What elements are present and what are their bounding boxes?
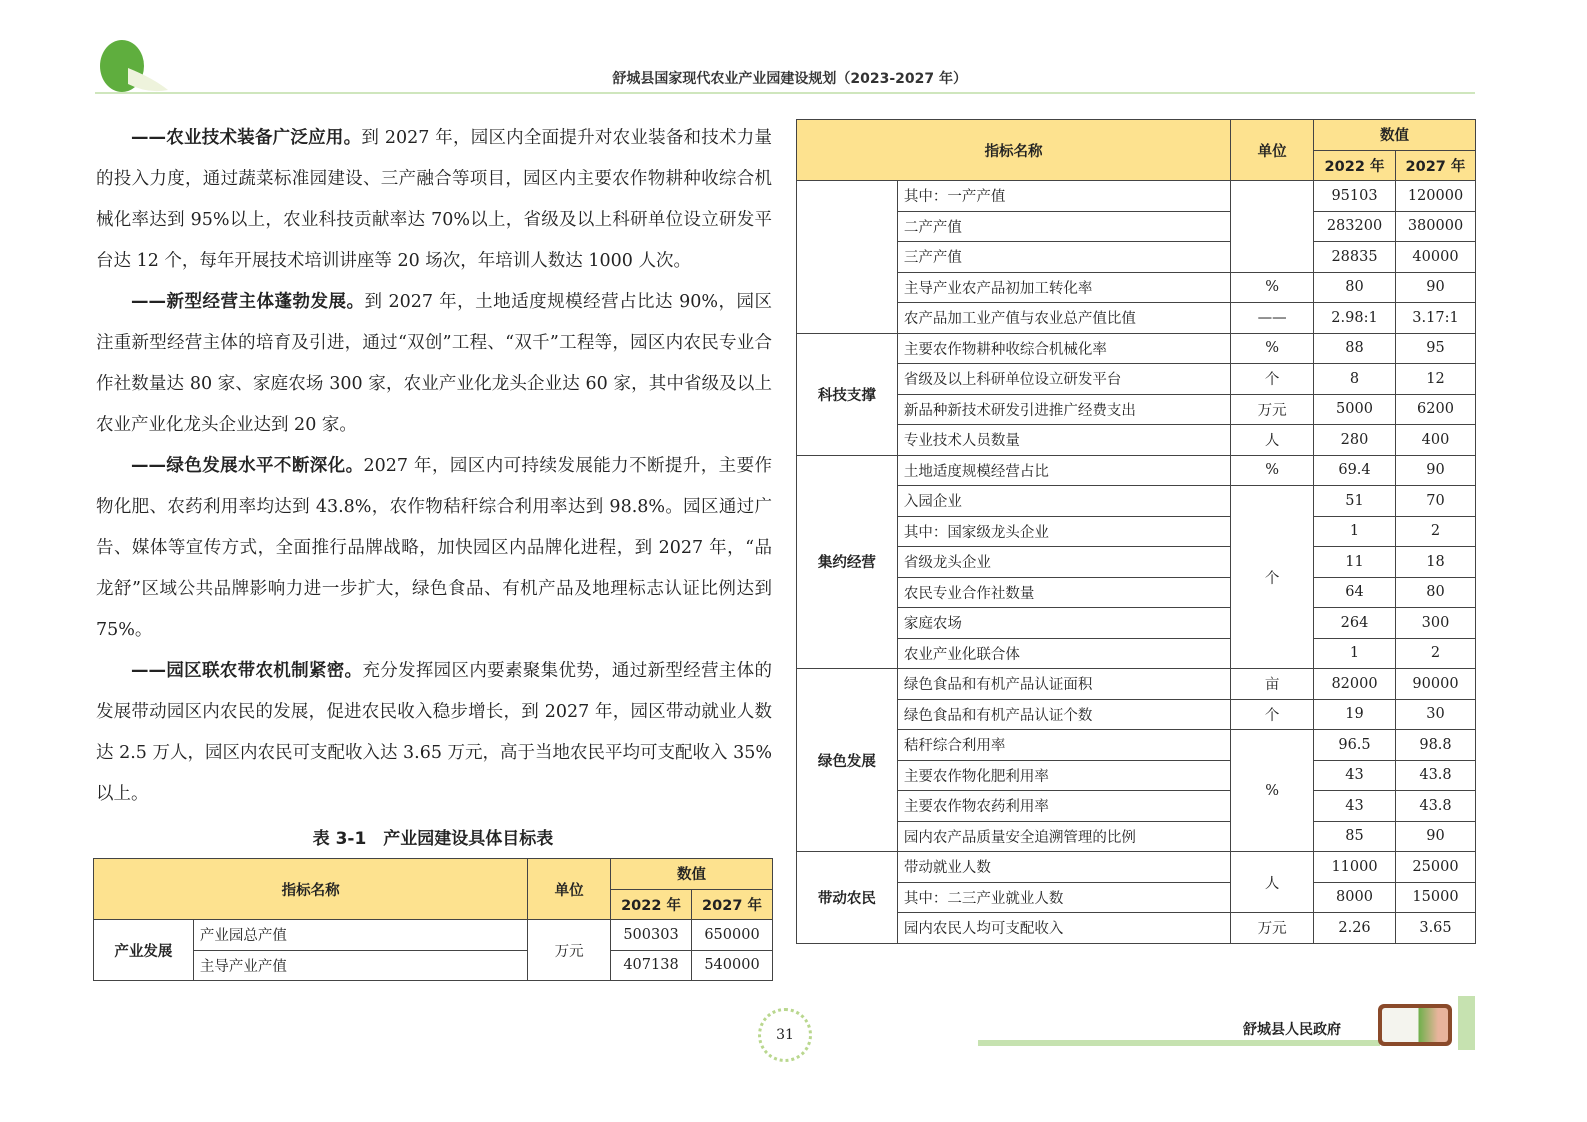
table-row: [94, 920, 773, 951]
indicator-name: 园内农产品质量安全追溯管理的比例: [897, 821, 1230, 852]
indicator-name: 主导产业农产品初加工转化率: [897, 272, 1230, 303]
table-row: [797, 364, 1476, 395]
row-group: 科技支撑: [797, 333, 898, 455]
value-2022: 80: [1314, 272, 1396, 303]
cabbage-logo-icon: [98, 38, 170, 94]
value-2022: 96.5: [1314, 730, 1396, 761]
table-row: [797, 577, 1476, 608]
value-2027: 18: [1395, 547, 1475, 578]
table-row: [797, 455, 1476, 486]
value-2027: 2: [1395, 516, 1475, 547]
table-row: [797, 669, 1476, 700]
table-row: [797, 608, 1476, 639]
row-group: 带动农民: [797, 852, 898, 944]
unit: %: [1231, 455, 1314, 486]
indicator-name: 省级龙头企业: [897, 547, 1230, 578]
header-value: 数值: [611, 859, 773, 890]
value-2027: 90: [1395, 455, 1475, 486]
value-2022: 64: [1314, 577, 1396, 608]
indicator-name: 二产产值: [897, 211, 1230, 242]
unit: 人: [1231, 852, 1314, 913]
unit: %: [1231, 272, 1314, 303]
unit: 万元: [528, 920, 611, 981]
table-row: [797, 730, 1476, 761]
table-row: [797, 882, 1476, 913]
footer-divider: [978, 1040, 1380, 1046]
unit: %: [1231, 730, 1314, 852]
value-2027: 30: [1395, 699, 1475, 730]
footer-bar: [1458, 996, 1475, 1050]
footer-org: 舒城县人民政府: [1243, 1022, 1341, 1038]
target-table-part2: [796, 119, 1476, 944]
paragraph-text: 到 2027 年，园区内全面提升对农业装备和技术力量的投入力度，通过蔬菜标准园建设、三产融合等项目，园区内主要农作物耕种收综合机械化率达到 95%以上，农业科技贡献率达 70%以上，省级及以上科研单位设立研发平台达 12 个，每年开展技术培训讲座等 20 场次，年培训人数达 1000 人次。: [96, 128, 773, 271]
paragraph-text: 到 2027 年，土地适度规模经营占比达 90%，园区注重新型经营主体的培育及引进，通过“双创”工程、“双千”工程等，园区内农民专业合作社数量达 80 家、家庭农场 300 家，农业产业化龙头企业达 60 家，其中省级及以上农业产业化龙头企业达到 20 家。: [96, 292, 772, 435]
table-row: [797, 272, 1476, 303]
value-2022: 19: [1314, 699, 1396, 730]
table-row: [797, 760, 1476, 791]
table-row: [797, 913, 1476, 944]
value-2022: 2.98:1: [1314, 303, 1396, 334]
table-row: [797, 791, 1476, 822]
value-2027: 120000: [1395, 181, 1475, 212]
paragraph-text: 充分发挥园区内要素聚集优势，通过新型经营主体的发展带动园区内农民的发展，促进农民收入稳步增长，到 2027 年，园区带动就业人数达 2.5 万人，园区内农民可支配收入达 3.65 万元，高于当地农民平均可支配收入 35%以上。: [96, 661, 773, 804]
unit: 亩: [1231, 669, 1314, 700]
paragraph-lead: ——农业技术装备广泛应用。: [131, 128, 362, 148]
indicator-name: 主要农作物化肥利用率: [897, 760, 1230, 791]
table-row: [797, 242, 1476, 273]
paragraph-lead: ——绿色发展水平不断深化。: [131, 456, 364, 476]
header-divider: [95, 92, 1475, 94]
paragraph-lead: ——园区联农带农机制紧密。: [131, 661, 363, 681]
value-2027: 80: [1395, 577, 1475, 608]
paragraph-lead: ——新型经营主体蓬勃发展。: [131, 292, 365, 312]
value-2027: 6200: [1395, 394, 1475, 425]
table-row: [797, 638, 1476, 669]
value-2022: 5000: [1314, 394, 1396, 425]
unit: %: [1231, 333, 1314, 364]
indicator-name: 新品种新技术研发引进推广经费支出: [897, 394, 1230, 425]
value-2022: 28835: [1314, 242, 1396, 273]
target-table-part1: [93, 858, 773, 981]
value-2022: 95103: [1314, 181, 1396, 212]
value-2027: 90000: [1395, 669, 1475, 700]
table-row: [797, 852, 1476, 883]
value-2022: 1: [1314, 516, 1396, 547]
indicator-name: 产业园总产值: [193, 920, 527, 951]
table-row: [94, 950, 773, 981]
indicator-name: 省级及以上科研单位设立研发平台: [897, 364, 1230, 395]
paragraph: [96, 651, 772, 815]
value-2027: 90: [1395, 821, 1475, 852]
value-2027: 43.8: [1395, 760, 1475, 791]
indicator-name: 主要农作物耕种收综合机械化率: [897, 333, 1230, 364]
table-row: [797, 211, 1476, 242]
value-2022: 82000: [1314, 669, 1396, 700]
value-2022: 69.4: [1314, 455, 1396, 486]
paragraph: [96, 118, 772, 282]
table-caption: 表 3-1 产业园建设具体目标表: [312, 829, 554, 849]
value-2022: 264: [1314, 608, 1396, 639]
unit: 个: [1231, 699, 1314, 730]
value-2027: 40000: [1395, 242, 1475, 273]
value-2027: 3.65: [1395, 913, 1475, 944]
value-2022: 280: [1314, 425, 1396, 456]
food-tray-icon: [1378, 1004, 1452, 1046]
header-2027: 2027 年: [1395, 150, 1475, 181]
unit: 个: [1231, 486, 1314, 669]
indicator-name: 园内农民人均可支配收入: [897, 913, 1230, 944]
value-2022: 283200: [1314, 211, 1396, 242]
indicator-name: 绿色食品和有机产品认证面积: [897, 669, 1230, 700]
table-row: [797, 425, 1476, 456]
value-2027: 95: [1395, 333, 1475, 364]
indicator-name: 其中：国家级龙头企业: [897, 516, 1230, 547]
indicator-name: 入园企业: [897, 486, 1230, 517]
header-2027: 2027 年: [692, 889, 773, 920]
value-2027: 15000: [1395, 882, 1475, 913]
row-group: 绿色发展: [797, 669, 898, 852]
header-2022: 2022 年: [611, 889, 692, 920]
value-2022: 8: [1314, 364, 1396, 395]
value-2027: 43.8: [1395, 791, 1475, 822]
table-row: [797, 181, 1476, 212]
unit: 万元: [1231, 913, 1314, 944]
value-2022: 88: [1314, 333, 1396, 364]
table-row: [797, 394, 1476, 425]
value-2027: 70: [1395, 486, 1475, 517]
indicator-name: 主导产业产值: [193, 950, 527, 981]
table-row: [797, 821, 1476, 852]
value-2027: 25000: [1395, 852, 1475, 883]
indicator-name: 带动就业人数: [897, 852, 1230, 883]
indicator-name: 土地适度规模经营占比: [897, 455, 1230, 486]
row-group: [797, 181, 898, 334]
indicator-name: 农业产业化联合体: [897, 638, 1230, 669]
unit: 个: [1231, 364, 1314, 395]
value-2027: 98.8: [1395, 730, 1475, 761]
indicator-name: 家庭农场: [897, 608, 1230, 639]
header-unit: 单位: [528, 859, 611, 920]
header-indicator: 指标名称: [797, 120, 1231, 181]
table-row: [797, 547, 1476, 578]
indicator-name: 秸秆综合利用率: [897, 730, 1230, 761]
value-2022: 1: [1314, 638, 1396, 669]
value-2022: 85: [1314, 821, 1396, 852]
table-row: [797, 303, 1476, 334]
value-2027: 12: [1395, 364, 1475, 395]
row-group: 集约经营: [797, 455, 898, 669]
header-2022: 2022 年: [1314, 150, 1396, 181]
paragraph-text: 2027 年，园区内可持续发展能力不断提升，主要作物化肥、农药利用率均达到 43.8%，农作物秸秆综合利用率达到 98.8%。园区通过广告、媒体等宣传方式，全面推行品牌战略，加快园区内品牌化进程，到 2027 年，“品龙舒”区域公共品牌影响力进一步扩大，绿色食品、有机产品及地理标志认证比例达到 75%。: [96, 456, 772, 640]
value-2027: 380000: [1395, 211, 1475, 242]
unit: 人: [1231, 425, 1314, 456]
table-row: [797, 516, 1476, 547]
indicator-name: 主要农作物农药利用率: [897, 791, 1230, 822]
value-2027: 3.17:1: [1395, 303, 1475, 334]
indicator-name: 三产产值: [897, 242, 1230, 273]
header-unit: 单位: [1231, 120, 1314, 181]
table-row: [797, 333, 1476, 364]
value-2022: 51: [1314, 486, 1396, 517]
body-text: [96, 118, 772, 815]
value-2022: 2.26: [1314, 913, 1396, 944]
value-2027: 90: [1395, 272, 1475, 303]
indicator-name: 专业技术人员数量: [897, 425, 1230, 456]
indicator-name: 绿色食品和有机产品认证个数: [897, 699, 1230, 730]
value-2022: 407138: [611, 950, 692, 981]
value-2027: 300: [1395, 608, 1475, 639]
table-row: [797, 699, 1476, 730]
value-2022: 500303: [611, 920, 692, 951]
page-number: 31: [758, 1008, 812, 1062]
unit: ——: [1231, 303, 1314, 334]
value-2022: 43: [1314, 791, 1396, 822]
indicator-name: 农民专业合作社数量: [897, 577, 1230, 608]
paragraph: [96, 282, 772, 446]
value-2022: 8000: [1314, 882, 1396, 913]
value-2022: 11000: [1314, 852, 1396, 883]
value-2027: 540000: [692, 950, 773, 981]
table-row: [797, 486, 1476, 517]
unit: [1231, 181, 1314, 273]
value-2027: 650000: [692, 920, 773, 951]
value-2022: 11: [1314, 547, 1396, 578]
value-2027: 400: [1395, 425, 1475, 456]
indicator-name: 农产品加工业产值与农业总产值比值: [897, 303, 1230, 334]
value-2027: 2: [1395, 638, 1475, 669]
indicator-name: 其中：二三产业就业人数: [897, 882, 1230, 913]
row-group: 产业发展: [94, 920, 194, 981]
indicator-name: 其中：一产产值: [897, 181, 1230, 212]
running-header-title: 舒城县国家现代农业产业园建设规划（2023-2027 年）: [612, 71, 967, 87]
unit: 万元: [1231, 394, 1314, 425]
paragraph: [96, 446, 772, 651]
header-indicator: 指标名称: [94, 859, 528, 920]
value-2022: 43: [1314, 760, 1396, 791]
header-value: 数值: [1314, 120, 1476, 151]
